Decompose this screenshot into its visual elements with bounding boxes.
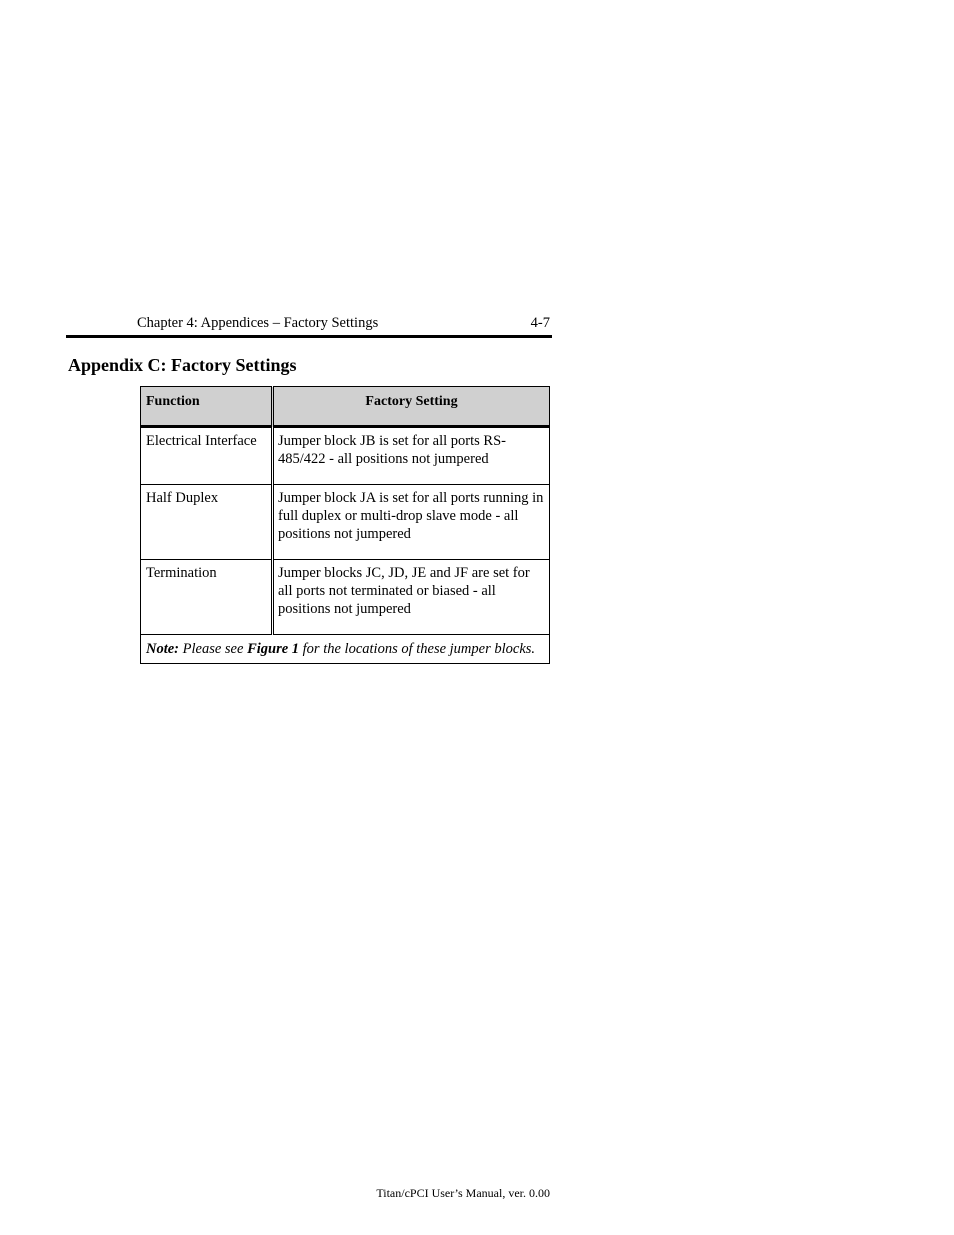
note-cell	[141, 635, 550, 664]
page-number: 4-7	[530, 315, 550, 331]
setting-cell	[273, 560, 550, 635]
column-header-factory-setting	[273, 387, 550, 427]
running-header	[66, 313, 552, 338]
setting-cell	[273, 485, 550, 560]
function-text: Termination	[146, 565, 217, 581]
note-text-after: for the locations of these jumper blocks.	[299, 641, 536, 657]
column-header-factory-setting-label: Factory Setting	[365, 394, 458, 409]
page-footer: Titan/cPCI User’s Manual, ver. 0.00	[376, 1186, 550, 1200]
column-header-function	[141, 387, 273, 427]
section-title: Appendix C: Factory Settings	[68, 355, 297, 375]
table-row	[141, 427, 550, 485]
setting-text: Jumper block JB is set for all ports RS-485/422 - all positions not jumpered	[278, 433, 506, 467]
setting-text: Jumper blocks JC, JD, JE and JF are set for all ports not terminated or biased - all positions not jumpered	[278, 565, 530, 617]
function-text: Electrical Interface	[146, 433, 257, 449]
chapter-title: Chapter 4: Appendices – Factory Settings	[137, 315, 379, 331]
note-label: Note:	[146, 641, 180, 657]
factory-settings-table	[140, 386, 550, 664]
table-row	[141, 485, 550, 560]
column-header-function-label: Function	[146, 394, 200, 409]
setting-text: Jumper block JA is set for all ports running in full duplex or multi-drop slave mode - all positions not jumpered	[278, 490, 544, 542]
figure-reference: Figure 1	[247, 641, 300, 657]
note-text	[146, 640, 544, 658]
function-cell	[141, 427, 273, 485]
function-cell	[141, 560, 273, 635]
function-cell	[141, 485, 273, 560]
function-text: Half Duplex	[146, 490, 219, 506]
table-row	[141, 560, 550, 635]
note-row	[141, 635, 550, 664]
table-header-row	[141, 387, 550, 427]
setting-cell	[273, 427, 550, 485]
note-text-before: Please see	[179, 641, 248, 657]
